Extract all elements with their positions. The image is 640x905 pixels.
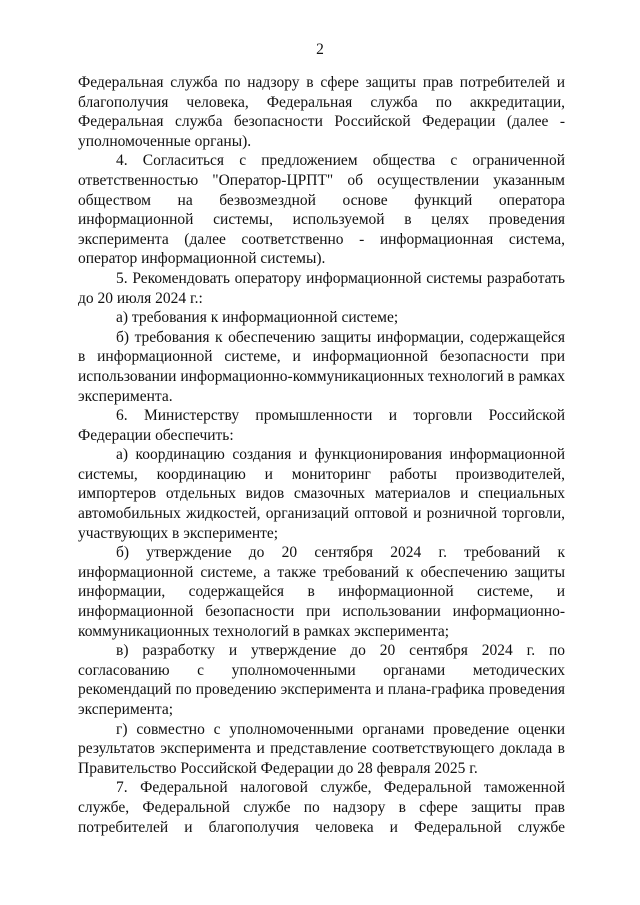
paragraph-6g: г) совместно с уполномоченными органами проведение оценки результатов эксперимента и представление соответствующего доклада в Правительство Российской Федерации до 28 февраля 2025 г. (78, 720, 565, 777)
paragraph-5-recommend: 5. Рекомендовать оператору информационной системы разработать до 20 июля 2024 г.: (78, 269, 565, 307)
page-number: 2 (316, 41, 324, 58)
paragraph-5a: а) требования к информационной системе; (116, 309, 399, 327)
paragraph-6b: б) утверждение до 20 сентября 2024 г. требований к информационной системе, а также требований к обеспечению защиты информации, содержащейся в информационной системе, и информационной безопасности при использовании информационно-коммуникационных технологий в рамках эксперимента; (78, 544, 565, 640)
paragraph-7-services: 7. Федеральной налоговой службе, Федеральной таможенной службе, Федеральной службе по надзору в сфере защиты прав потребителей и благополучия человека и Федеральной службе (78, 779, 565, 836)
paragraph-6-ministry: 6. Министерству промышленности и торговли Российской Федерации обеспечить: (78, 407, 565, 444)
paragraph-agencies-continued: Федеральная служба по надзору в сфере защиты прав потребителей и благополучия человека, Федеральная служба по аккредитации, Федеральная служба безопасности Российской Федерации (далее - уполномоченные органы). (78, 74, 565, 150)
paragraph-6v: в) разработку и утверждение до 20 сентября 2024 г. по согласованию с уполномоченными органами методических рекомендаций по проведению эксперимента и плана-графика проведения эксперимента; (78, 642, 565, 718)
paragraph-6a: а) координацию создания и функционирования информационной системы, координацию и мониторинг работы производителей, импортеров отдельных видов смазочных материалов и специальных автомобильных жидкостей, организаций оптовой и розничной торговли, участвующих в эксперименте; (78, 446, 565, 542)
document-body (78, 73, 565, 837)
paragraph-5b: б) требования к обеспечению защиты информации, содержащейся в информационной системе, и информационной безопасности при использовании информационно-коммуникационных технологий в рамках эксперимента. (78, 328, 565, 405)
paragraph-4-operator: 4. Согласиться с предложением общества с ограниченной ответственностью "Оператор-ЦРПТ" об осуществлении указанным обществом на безвозмездной основе функций оператора информационной системы, используемой в целях проведения эксперимента (далее соответственно - информационная система, оператор информационной системы). (78, 152, 565, 268)
